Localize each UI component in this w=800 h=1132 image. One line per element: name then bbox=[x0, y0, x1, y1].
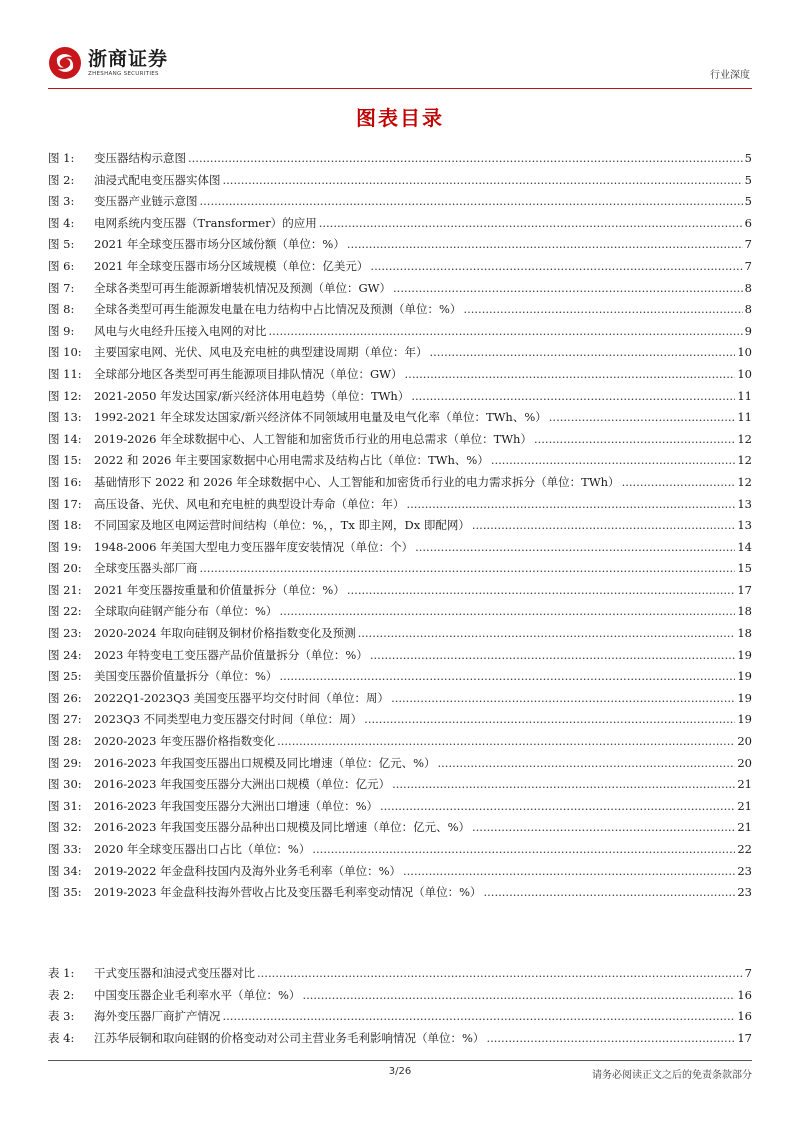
page-header bbox=[48, 46, 752, 94]
figure-page-number: 13 bbox=[737, 496, 752, 511]
table-number: 表 4: bbox=[48, 1030, 75, 1045]
figure-entry[interactable] bbox=[48, 688, 752, 710]
dot-leader bbox=[279, 666, 735, 688]
dot-leader bbox=[269, 321, 743, 343]
figure-page-number: 15 bbox=[737, 561, 752, 576]
dot-leader bbox=[411, 386, 735, 408]
figure-page-number: 11 bbox=[737, 388, 752, 403]
figure-entry[interactable] bbox=[48, 429, 752, 451]
figure-entry[interactable] bbox=[48, 796, 752, 818]
figure-title: 2021-2050 年发达国家/新兴经济体用电趋势（单位：TWh） bbox=[94, 388, 410, 403]
table-entry[interactable] bbox=[48, 985, 752, 1007]
dot-leader bbox=[302, 985, 735, 1007]
dot-leader bbox=[438, 753, 736, 775]
figure-page-number: 20 bbox=[737, 755, 752, 770]
dot-leader bbox=[549, 407, 736, 429]
figure-page-number: 10 bbox=[737, 366, 752, 381]
dot-leader bbox=[188, 148, 743, 170]
figure-title: 高压设备、光伏、风电和充电桩的典型设计寿命（单位：年） bbox=[94, 496, 405, 511]
table-page-number: 17 bbox=[737, 1030, 752, 1045]
figure-number: 图 14: bbox=[48, 431, 82, 446]
dot-leader bbox=[391, 688, 735, 710]
figure-entry[interactable] bbox=[48, 256, 752, 278]
figure-page-number: 8 bbox=[744, 302, 752, 317]
figure-number: 图 19: bbox=[48, 539, 82, 554]
figure-number: 图 25: bbox=[48, 669, 82, 684]
figure-entry[interactable] bbox=[48, 774, 752, 796]
dot-leader bbox=[223, 170, 743, 192]
figure-title: 基础情形下 2022 和 2026 年全球数据中心、人工智能和加密货币行业的电力需求拆分（单位：TWh） bbox=[94, 474, 620, 489]
dot-leader bbox=[415, 537, 735, 559]
dot-leader bbox=[347, 234, 743, 256]
figure-entry[interactable] bbox=[48, 558, 752, 580]
logo-en-text: ZHESHANG SECURITIES bbox=[88, 71, 159, 77]
figure-page-number: 23 bbox=[737, 863, 752, 878]
figure-entry[interactable] bbox=[48, 450, 752, 472]
figure-title: 2016-2023 年我国变压器出口规模及同比增速（单位：亿元、%） bbox=[94, 755, 436, 770]
figure-title: 主要国家电网、光伏、风电及充电桩的典型建设周期（单位：年） bbox=[94, 345, 428, 360]
dot-leader bbox=[405, 364, 736, 386]
dot-leader bbox=[364, 709, 735, 731]
dot-leader bbox=[370, 256, 742, 278]
table-page-number: 7 bbox=[744, 966, 752, 980]
dot-leader bbox=[486, 1028, 735, 1050]
figure-entry[interactable] bbox=[48, 666, 752, 688]
figure-page-number: 19 bbox=[737, 669, 752, 684]
figure-entry[interactable] bbox=[48, 839, 752, 861]
figure-entry[interactable] bbox=[48, 278, 752, 300]
figure-page-number: 18 bbox=[737, 604, 752, 619]
figure-number: 图 7: bbox=[48, 280, 75, 295]
table-toc-list bbox=[48, 963, 752, 1049]
figure-title: 2019-2022 年金盘科技国内及海外业务毛利率（单位：%） bbox=[94, 863, 401, 878]
figure-page-number: 20 bbox=[737, 734, 752, 749]
figure-entry[interactable] bbox=[48, 731, 752, 753]
header-divider bbox=[48, 88, 752, 89]
figure-number: 图 8: bbox=[48, 302, 75, 317]
figure-title: 全球变压器头部厂商 bbox=[94, 561, 198, 576]
figure-page-number: 7 bbox=[744, 237, 752, 252]
figure-entry[interactable] bbox=[48, 407, 752, 429]
figure-page-number: 21 bbox=[737, 798, 752, 813]
figure-title: 2020-2024 年取向硅钢及铜材价格指数变化及预测 bbox=[94, 626, 356, 641]
dot-leader bbox=[392, 774, 735, 796]
figure-page-number: 17 bbox=[737, 582, 752, 597]
figure-title: 风电与火电经升压接入电网的对比 bbox=[94, 323, 267, 338]
figure-entry[interactable] bbox=[48, 753, 752, 775]
dot-leader bbox=[430, 342, 736, 364]
figure-number: 图 32: bbox=[48, 820, 82, 835]
figure-entry[interactable] bbox=[48, 170, 752, 192]
dot-leader bbox=[472, 817, 735, 839]
figure-page-number: 10 bbox=[737, 345, 752, 360]
table-entry[interactable] bbox=[48, 1028, 752, 1050]
figure-entry[interactable] bbox=[48, 148, 752, 170]
dot-leader bbox=[491, 450, 736, 472]
figure-page-number: 21 bbox=[737, 820, 752, 835]
figure-page-number: 18 bbox=[737, 626, 752, 641]
figure-title: 2016-2023 年我国变压器分大洲出口增速（单位：%） bbox=[94, 798, 378, 813]
figure-number: 图 21: bbox=[48, 582, 82, 597]
figure-page-number: 19 bbox=[737, 690, 752, 705]
figure-title: 2022Q1-2023Q3 美国变压器平均交付时间（单位：周） bbox=[94, 690, 390, 705]
dot-leader bbox=[223, 1006, 736, 1028]
figure-title: 油浸式配电变压器实体图 bbox=[94, 172, 221, 187]
figure-number: 图 23: bbox=[48, 626, 82, 641]
table-title: 中国变压器企业毛利率水平（单位：%） bbox=[94, 987, 301, 1002]
figure-number: 图 33: bbox=[48, 842, 82, 856]
figure-entry[interactable] bbox=[48, 191, 752, 213]
figure-entry[interactable] bbox=[48, 299, 752, 321]
figure-entry[interactable] bbox=[48, 645, 752, 667]
figure-title: 2020 年全球变压器出口占比（单位：%） bbox=[94, 842, 311, 856]
figure-entry[interactable] bbox=[48, 537, 752, 559]
table-entry[interactable] bbox=[48, 1006, 752, 1028]
figure-page-number: 21 bbox=[737, 777, 752, 792]
figure-number: 图 10: bbox=[48, 345, 82, 360]
figure-entry[interactable] bbox=[48, 364, 752, 386]
figure-number: 图 17: bbox=[48, 496, 82, 511]
figure-entry[interactable] bbox=[48, 709, 752, 731]
figure-title: 2022 和 2026 年主要国家数据中心用电需求及结构占比（单位：TWh、%） bbox=[94, 453, 489, 468]
figure-title: 全球部分地区各类型可再生能源项目排队情况（单位：GW） bbox=[94, 366, 403, 381]
figure-entry[interactable] bbox=[48, 601, 752, 623]
figure-number: 图 22: bbox=[48, 604, 82, 619]
dot-leader bbox=[370, 645, 736, 667]
figure-title: 2016-2023 年我国变压器分大洲出口规模（单位：亿元） bbox=[94, 777, 391, 792]
figure-entry[interactable] bbox=[48, 472, 752, 494]
table-title: 江苏华辰铜和取向硅钢的价格变动对公司主营业务毛利影响情况（单位：%） bbox=[94, 1030, 485, 1045]
dot-leader bbox=[200, 191, 743, 213]
dot-leader bbox=[622, 472, 736, 494]
figure-entry[interactable] bbox=[48, 386, 752, 408]
figure-page-number: 22 bbox=[737, 842, 752, 856]
figure-title: 2020-2023 年变压器价格指数变化 bbox=[94, 734, 276, 749]
dot-leader bbox=[403, 861, 735, 883]
figure-title: 2019-2023 年金盘科技海外营收占比及变压器毛利率变动情况（单位：%） bbox=[94, 885, 482, 900]
page-number: 3/26 bbox=[388, 1066, 412, 1077]
figure-page-number: 8 bbox=[744, 280, 752, 295]
figure-number: 图 11: bbox=[48, 366, 82, 381]
figure-title: 2023 年特变电工变压器产品价值量拆分（单位：%） bbox=[94, 647, 368, 662]
zheshang-logo-icon bbox=[48, 46, 82, 80]
figure-title: 全球各类型可再生能源新增装机情况及预测（单位：GW） bbox=[94, 280, 392, 295]
figure-number: 图 26: bbox=[48, 690, 82, 705]
figure-page-number: 6 bbox=[744, 215, 752, 230]
figure-entry[interactable] bbox=[48, 213, 752, 235]
dot-leader bbox=[472, 515, 736, 537]
table-entry[interactable] bbox=[48, 963, 752, 985]
figure-number: 图 1: bbox=[48, 151, 75, 165]
dot-leader bbox=[380, 796, 735, 818]
figure-entry[interactable] bbox=[48, 321, 752, 343]
dot-leader bbox=[407, 494, 736, 516]
dot-leader bbox=[279, 601, 735, 623]
figure-number: 图 2: bbox=[48, 172, 75, 187]
figure-number: 图 34: bbox=[48, 863, 82, 878]
figure-entry[interactable] bbox=[48, 494, 752, 516]
figure-title: 2016-2023 年我国变压器分品种出口规模及同比增速（单位：亿元、%） bbox=[94, 820, 470, 835]
figure-entry[interactable] bbox=[48, 234, 752, 256]
figure-page-number: 12 bbox=[737, 474, 752, 489]
dot-leader bbox=[463, 299, 742, 321]
figure-page-number: 14 bbox=[737, 539, 752, 554]
dot-leader bbox=[534, 429, 735, 451]
figure-title: 电网系统内变压器（Transformer）的应用 bbox=[94, 215, 317, 230]
table-page-number: 16 bbox=[737, 1009, 752, 1024]
figure-page-number: 5 bbox=[744, 172, 752, 187]
dot-leader bbox=[484, 882, 736, 904]
figure-title: 变压器产业链示意图 bbox=[94, 194, 198, 209]
figure-toc-list bbox=[48, 148, 752, 904]
logo-cn-text: 浙商证券 bbox=[88, 48, 169, 70]
figure-page-number: 23 bbox=[737, 885, 752, 900]
figure-number: 图 6: bbox=[48, 258, 75, 273]
footer-divider bbox=[48, 1060, 752, 1061]
figure-title: 2023Q3 不同类型电力变压器交付时间（单位：周） bbox=[94, 712, 363, 727]
figure-entry[interactable] bbox=[48, 817, 752, 839]
figure-title: 1992-2021 年全球发达国家/新兴经济体不同领域用电量及电气化率（单位：TWh、%） bbox=[94, 410, 547, 425]
figure-number: 图 4: bbox=[48, 215, 75, 230]
figure-entry[interactable] bbox=[48, 861, 752, 883]
dot-leader bbox=[200, 558, 736, 580]
table-title: 海外变压器厂商扩产情况 bbox=[94, 1009, 221, 1024]
figure-title: 2021 年全球变压器市场分区域份额（单位：%） bbox=[94, 237, 345, 252]
figure-number: 图 5: bbox=[48, 237, 75, 252]
table-title: 干式变压器和油浸式变压器对比 bbox=[94, 966, 255, 980]
figure-entry[interactable] bbox=[48, 342, 752, 364]
figure-title: 全球取向硅钢产能分布（单位：%） bbox=[94, 604, 278, 619]
figure-number: 图 15: bbox=[48, 453, 82, 468]
figure-page-number: 7 bbox=[744, 258, 752, 273]
dot-leader bbox=[319, 213, 743, 235]
figure-number: 图 13: bbox=[48, 410, 82, 425]
figure-number: 图 24: bbox=[48, 647, 82, 662]
figure-number: 图 28: bbox=[48, 734, 82, 749]
figure-page-number: 12 bbox=[737, 453, 752, 468]
toc-title: 图表目录 bbox=[356, 106, 444, 130]
table-number: 表 2: bbox=[48, 987, 75, 1002]
figure-page-number: 9 bbox=[744, 323, 752, 338]
figure-title: 1948-2006 年美国大型电力变压器年度安装情况（单位：个） bbox=[94, 539, 414, 554]
figure-number: 图 3: bbox=[48, 194, 75, 209]
company-logo bbox=[48, 46, 168, 80]
figure-page-number: 12 bbox=[737, 431, 752, 446]
figure-entry[interactable] bbox=[48, 515, 752, 537]
figure-title: 不同国家及地区电网运营时间结构（单位：%，，Tx 即主网，Dx 即配网） bbox=[94, 518, 470, 533]
figure-entry[interactable] bbox=[48, 882, 752, 904]
dot-leader bbox=[393, 278, 743, 300]
figure-entry[interactable] bbox=[48, 580, 752, 602]
dot-leader bbox=[358, 623, 736, 645]
figure-number: 图 31: bbox=[48, 798, 82, 813]
figure-page-number: 11 bbox=[737, 410, 752, 425]
figure-number: 图 20: bbox=[48, 561, 82, 576]
figure-page-number: 19 bbox=[737, 647, 752, 662]
figure-number: 图 29: bbox=[48, 755, 82, 770]
dot-leader bbox=[312, 839, 735, 861]
disclaimer-text: 请务必阅读正文之后的免责条款部分 bbox=[592, 1070, 752, 1081]
dot-leader bbox=[347, 580, 736, 602]
table-page-number: 16 bbox=[737, 987, 752, 1002]
table-number: 表 1: bbox=[48, 966, 75, 980]
figure-number: 图 30: bbox=[48, 777, 82, 792]
figure-number: 图 9: bbox=[48, 323, 75, 338]
figure-title: 美国变压器价值量拆分（单位：%） bbox=[94, 669, 278, 684]
figure-number: 图 18: bbox=[48, 518, 82, 533]
figure-number: 图 16: bbox=[48, 474, 82, 489]
dot-leader bbox=[257, 963, 743, 985]
figure-page-number: 13 bbox=[737, 518, 752, 533]
figure-number: 图 27: bbox=[48, 712, 82, 727]
table-number: 表 3: bbox=[48, 1009, 75, 1024]
figure-title: 全球各类型可再生能源发电量在电力结构中占比情况及预测（单位：%） bbox=[94, 302, 462, 317]
figure-entry[interactable] bbox=[48, 623, 752, 645]
figure-title: 2021 年变压器按重量和价值量拆分（单位：%） bbox=[94, 582, 345, 597]
figure-number: 图 12: bbox=[48, 388, 82, 403]
report-type-label: 行业深度 bbox=[710, 70, 750, 81]
figure-page-number: 5 bbox=[744, 151, 752, 165]
figure-page-number: 19 bbox=[737, 712, 752, 727]
figure-number: 图 35: bbox=[48, 885, 82, 900]
figure-title: 变压器结构示意图 bbox=[94, 151, 186, 165]
figure-page-number: 5 bbox=[744, 194, 752, 209]
figure-title: 2019-2026 年全球数据中心、人工智能和加密货币行业的用电总需求（单位：TWh） bbox=[94, 431, 532, 446]
figure-title: 2021 年全球变压器市场分区域规模（单位：亿美元） bbox=[94, 258, 369, 273]
dot-leader bbox=[277, 731, 735, 753]
